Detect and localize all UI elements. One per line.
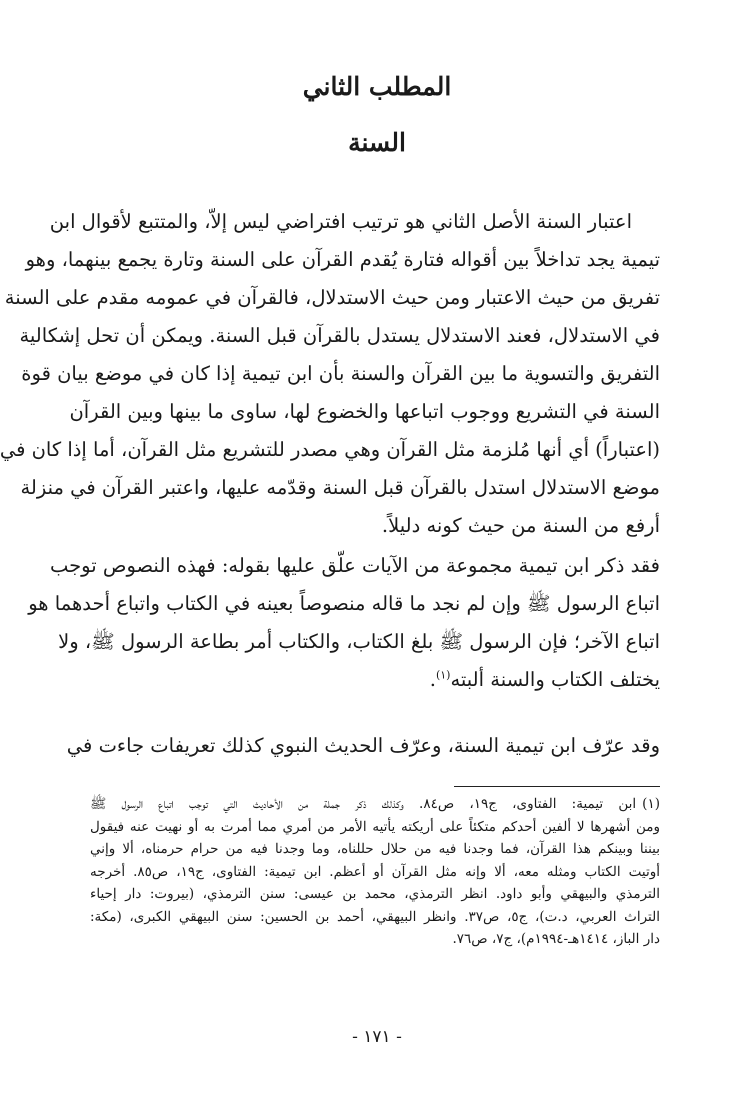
footnote-line: بيننا وبينكم هذا القرآن، فما وجدنا فيه من حلال حللناه، وما وجدنا فيه من حرام حرمناه، ألا وإني [90,841,660,857]
section-heading: المطلب الثاني [302,72,452,101]
paragraph-1-line: في الاستدلال، فعند الاستدلال يستدل بالقرآن قبل السنة. ويمكن أن تحل إشكالية [19,324,660,347]
paragraph-1-line: اعتبار السنة الأصل الثاني هو ترتيب افتراضي ليس إلاّ، والمتتبع لأقوال ابن [49,210,632,233]
paragraph-3 [66,727,660,765]
footnote-line: التراث العربي، د.ت)، ج٥، ص٣٧. وانظر البيهقي، أحمد بن الحسين: سنن البيهقي الكبرى، (مكة: [90,908,660,925]
paragraph-1 [0,203,660,545]
footnote-line: الترمذي والبيهقي وأبو داود. انظر الترمذي، محمد بن عيسى: سنن الترمذي، (بيروت: دار إحياء [90,886,660,902]
footnote-line: ومن أشهرها لا ألفين أحدكم متكئاً على أريكته يأتيه الأمر من أمري مما أمرت به أو نهيت عنه فيقول [90,818,660,835]
footnote-number: (١) [642,796,660,812]
page-number: - ١٧١ - [352,1027,402,1047]
footnote-separator [454,786,660,787]
paragraph-1-line: تفريق من حيث الاعتبار ومن حيث الاستدلال، فالقرآن في عمومه مقدم على السنة [4,286,660,309]
paragraph-2-line-last [92,661,660,699]
footnote-reference[interactable]: (١) [435,668,451,682]
footnote-text: ابن تيمية: الفتاوى، ج١٩، ص٨٤. وكذلك ذكر جملة من الأحاديث التي توجب اتباع الرسول ﷺ [90,796,637,812]
section-subheading: السنة [348,128,406,157]
paragraph-1-line: أرفع من السنة من حيث كونه دليلاً. [381,514,660,537]
paragraph-1-line: موضع الاستدلال استدل بالقرآن قبل السنة وقدّمه عليها، واعتبر القرآن في منزلة [20,476,660,499]
paragraph-1-line: (اعتباراً) أي أنها مُلزمة مثل القرآن وهي مصدر للتشريع مثل القرآن، أما إذا كان في [0,438,660,461]
paragraph-2-line: اتباع الآخر؛ فإن الرسول ﷺ بلغ الكتاب، والكتاب أمر بطاعة الرسول ﷺ، ولا [58,630,660,653]
footnote-line [90,793,660,816]
paragraph-1-line: السنة في التشريع ووجوب اتباعها والخضوع لها، ساوى ما بينها وبين القرآن [69,400,660,423]
footnote [90,793,660,951]
paragraph-2 [28,547,660,699]
paragraph-2-line: فقد ذكر ابن تيمية مجموعة من الآيات علّق عليها بقوله: فهذه النصوص توجب [49,554,660,577]
paragraph-2-end: . [429,668,436,691]
paragraph-2-line: اتباع الرسول ﷺ وإن لم نجد ما قاله منصوصاً بعينه في الكتاب واتباع أحدهما هو [28,592,660,615]
paragraph-1-line: التفريق والتسوية ما بين القرآن والسنة بأن ابن تيمية إذا كان في موضع بيان قوة [21,362,660,385]
footnote-line: أوتيت الكتاب ومثله معه، ألا وإنه مثل القرآن أو أعظم. ابن تيمية: الفتاوى، ج١٩، ص٨٥. أخرجه [90,863,660,880]
paragraph-2-text: يختلف الكتاب والسنة ألبته [450,668,660,691]
paragraph-1-line: تيمية يجد تداخلاً بين أقواله فتارة يُقدم القرآن على السنة وتارة يجمع بينهما، وهو [25,248,660,271]
footnote-line: دار الباز، ١٤١٤هـ-١٩٩٤م)، ج٧، ص٧٦. [452,931,660,947]
paragraph-3-line: وقد عرّف ابن تيمية السنة، وعرّف الحديث النبوي كذلك تعريفات جاءت في [66,734,660,757]
